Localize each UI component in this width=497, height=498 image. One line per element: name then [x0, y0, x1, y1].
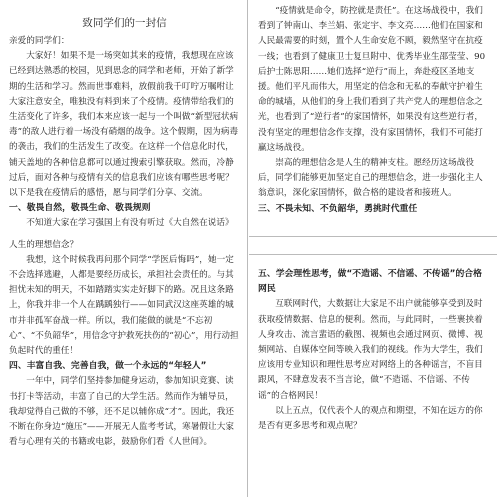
section-heading-5: 五、学会理性思考，做“不造谣、不信谣、不传谣”的合格网民: [258, 269, 482, 295]
letter-paragraph: 互联网时代，大数据让大家足不出户就能够享受到及时获取疫情数据、信息的便利。然而，与此同时，一些裹挟着人身攻击、流言蜚语的截图、视频也会通过网页、微博、视频网站、自媒体空间等映入我们的视线。作为大学生，我们应该用专业知识和理性思考应对网络上的各种谣言，不盲目跟风，不肆意发表不当言论，做“不造谣、不信谣、不传谣”的合格网民！: [258, 299, 483, 401]
letter-paragraph: 我想，这个时候我再问那个同学“学医后悔吗”，她一定不会选择逃避，人都是要经历成长，承担社会责任的。与其担忧未知的明天，不如踏踏实实走好脚下的路。况且这条路上，你我并非一个人在踽踽独行——如同武汉这座英雄的城市并非孤军奋战一样。所以，我们能做的就是“不忘初心”、“不负韶华”，用信念守护救死扶伤的“初心”，用行动担负起时代的重任！: [9, 254, 239, 357]
section-heading-4: 四、丰富自我、完善自我，做一个永远的“年轻人”: [9, 361, 207, 372]
letter-page-left: [0, 0, 248, 497]
letter-paragraph: 不知道大家在学习强国上有没有听过《大自然在说话》: [26, 218, 234, 229]
letter-paragraph: 崇高的理想信念是人生的精神支柱。愿经历这场战役后，同学们能够更加坚定自己的理想信念，进一步强化主人翁意识，深化家国情怀，做合格的建设者和接班人。: [258, 158, 483, 199]
letter-paragraph: “疫情就是命令，防控就是责任”。在这场战役中，我们看到了钟南山、李兰娟、张定宇、李文亮……他们在国家和人民最需要的时刻，置个人生命安危不顾，毅然坚守在抗疫一线；也看到了健康卫士复旦附中、优秀毕业生邵莹莹、90后护士陈思阳……她们选择“逆行”而上，奔赴疫区圣地支援。他们平凡而伟大，用坚定的信念和无私的奉献守护着生命的城墙，从他们的身上我们看到了共产党人的理想信念之光，也看到了“逆行者”的家国情怀，如果没有这些逆行者，没有坚定的理想信念作支撑，没有家国情怀，我们不可能打赢这场战役。: [258, 6, 486, 153]
letter-paragraph: 一年中，同学们坚持参加健身运动，参加知识竞赛、读书打卡等活动，丰富了自己的大学生活。然而作为辅导员，我却觉得自己做的不够，还不足以辅你成“才”。因此，我还不断在你身边“施压”——开展无人监考考试，寒暑假让大家看与心理有关的书籍或电影，鼓励你们看《人世间》。: [9, 376, 234, 448]
letter-paragraph: 人生的理想信念？: [9, 239, 79, 250]
letter-title: 致同学们的一封信: [82, 17, 167, 29]
letter-paragraph: 大家好！如果不是一场突如其来的疫情，我想现在应该已经到达熟悉的校园，见到思念的同学和老师，开始了新学期的生活和学习。然而世事难料，放假前我千叮咛万嘱咐让大家注意安全，唯独没有料到来了个疫情。疫情带给我们的生活变化了许多，我们本来应该一起与一个叫做“新型冠状病毒”的敌人进行着一场没有硝烟的战争。这个假期，因为病毒的袭击，我们的生活发生了改变。在这样一个信息化时代，铺天盖地的各种信息都可以通过搜索引擎获取。然而，冷静过后，面对各种与疫情有关的信息我们应该有哪些思考呢？以下是我在疫情后的感悟，愿与同学们分享、交流。: [9, 51, 239, 199]
letter-page-right-bottom: [249, 254, 497, 498]
section-heading-1: 一、敬畏自然，敬畏生命、敬畏规则: [9, 203, 151, 214]
letter-paragraph: 以上五点，仅代表个人的观点和期望，不知在远方的你是否有更多思考和观点呢？: [258, 405, 483, 432]
section-heading-3: 三、不畏未知、不负韶华，勇挑时代重任: [258, 203, 418, 214]
letter-greeting: 亲爱的同学们：: [9, 36, 70, 46]
letter-page-right-top: [249, 0, 497, 237]
